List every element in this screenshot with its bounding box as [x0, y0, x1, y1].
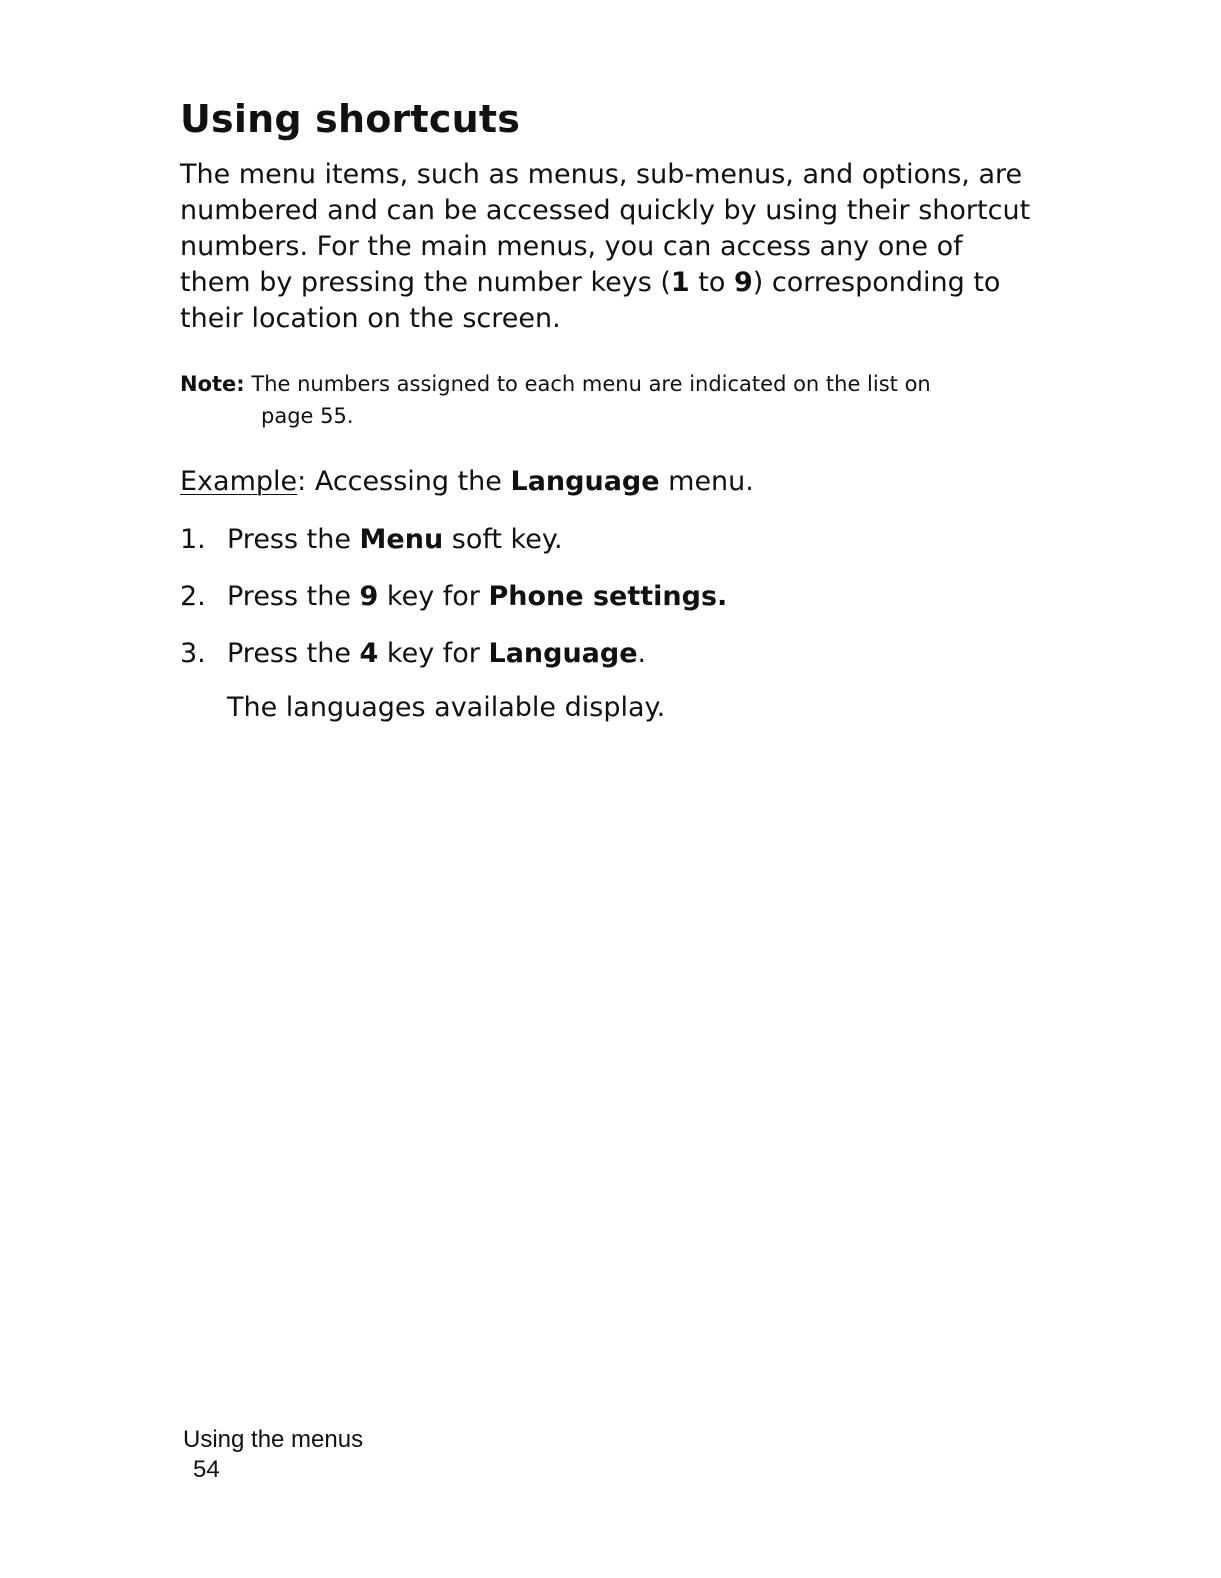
example-line: [180, 464, 754, 500]
step-text-mid: key for: [378, 638, 489, 669]
step-text-mid: soft key.: [443, 524, 563, 555]
step-number: 1.: [180, 524, 206, 555]
step-result: The languages available display.: [227, 692, 666, 723]
note-text: The numbers assigned to each menu are indicated on the list on: [244, 372, 931, 396]
footer-page-number: 54: [193, 1456, 220, 1483]
example-text: Accessing the: [314, 466, 511, 497]
step-1: [180, 522, 563, 558]
note-label: Note:: [180, 372, 245, 396]
step-key: Menu: [359, 524, 444, 555]
example-menu-name: Language: [510, 466, 660, 497]
step-target: Phone settings.: [488, 581, 728, 612]
step-key: 4: [359, 638, 379, 669]
note-line-1: [180, 368, 1040, 400]
step-text-mid: key for: [378, 581, 489, 612]
intro-to: to: [689, 267, 734, 298]
step-number: 2.: [180, 581, 206, 612]
intro-paragraph: [180, 157, 1040, 337]
intro-text-end: ) corresponding to their location on the screen.: [180, 267, 1001, 334]
step-key: 9: [359, 581, 379, 612]
step-2: [180, 579, 727, 615]
intro-text-start: The menu items, such as menus, sub-menus, and options, are numbered and can be accessed quickly by using their shortcut numbers. For the main menus, you can access any one of them by pressing the number keys (: [180, 159, 1031, 298]
example-text-end: menu.: [659, 466, 754, 497]
step-text: Press the: [227, 638, 360, 669]
step-3: [180, 636, 646, 672]
step-text: Press the: [227, 524, 360, 555]
page-title: Using shortcuts: [180, 97, 521, 141]
footer-section-title: Using the menus: [183, 1426, 364, 1453]
note-line-2: page 55.: [261, 404, 354, 428]
key-9: 9: [734, 267, 753, 298]
note: [180, 368, 1040, 432]
key-1: 1: [670, 267, 690, 298]
example-colon: :: [297, 466, 315, 497]
step-text-end: .: [637, 638, 647, 669]
step-target: Language: [488, 638, 638, 669]
step-text: Press the: [227, 581, 360, 612]
example-label: Example: [180, 466, 298, 497]
step-number: 3.: [180, 638, 206, 669]
